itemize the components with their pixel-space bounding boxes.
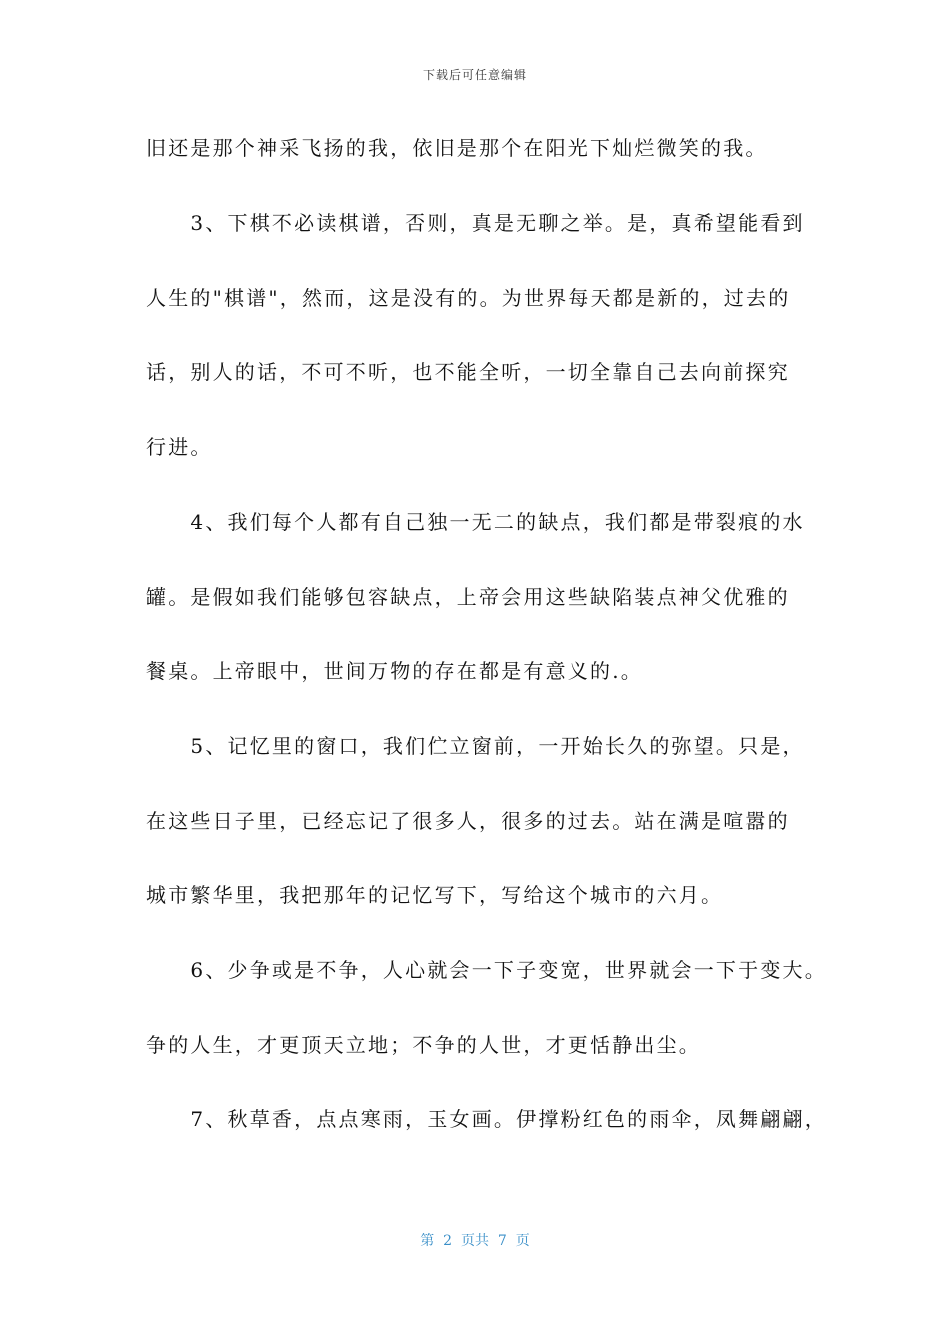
paragraph-line: 3、下棋不必读棋谱，否则，真是无聊之举。是，真希望能看到 (146, 211, 805, 235)
paragraph-line: 罐。是假如我们能够包容缺点，上帝会用这些缺陷装点神父优雅的 (146, 585, 790, 609)
paragraph-line: 5、记忆里的窗口，我们伫立窗前，一开始长久的弥望。只是， (146, 734, 805, 758)
paragraph-line: 4、我们每个人都有自己独一无二的缺点，我们都是带裂痕的水 (146, 510, 805, 534)
paragraph-line: 旧还是那个神采飞扬的我，依旧是那个在阳光下灿烂微笑的我。 (146, 136, 768, 160)
paragraph-line: 餐桌。上帝眼中，世间万物的存在都是有意义的.。 (146, 659, 643, 683)
paragraph-line: 在这些日子里，已经忘记了很多人，很多的过去。站在满是喧嚣的 (146, 809, 790, 833)
page-header: 下载后可任意编辑 (422, 68, 527, 82)
paragraph-line: 7、秋草香，点点寒雨，玉女画。伊撑粉红色的雨伞，凤舞翩翩， (146, 1107, 827, 1131)
paragraph-line: 人生的"棋谱"，然而，这是没有的。为世界每天都是新的，过去的 (146, 286, 791, 310)
paragraph-line: 争的人生，才更顶天立地；不争的人世，才更恬静出尘。 (146, 1033, 701, 1057)
paragraph-line: 6、少争或是不争，人心就会一下子变宽，世界就会一下于变大。 (146, 958, 827, 982)
paragraph-line: 行进。 (146, 435, 213, 459)
paragraph-line: 话，别人的话，不可不听，也不能全听，一切全靠自己去向前探究 (146, 360, 790, 384)
page-number-footer: 第 2 页共 7 页 (420, 1233, 530, 1249)
paragraph-line: 城市繁华里，我把那年的记忆写下，写给这个城市的六月。 (146, 883, 724, 907)
